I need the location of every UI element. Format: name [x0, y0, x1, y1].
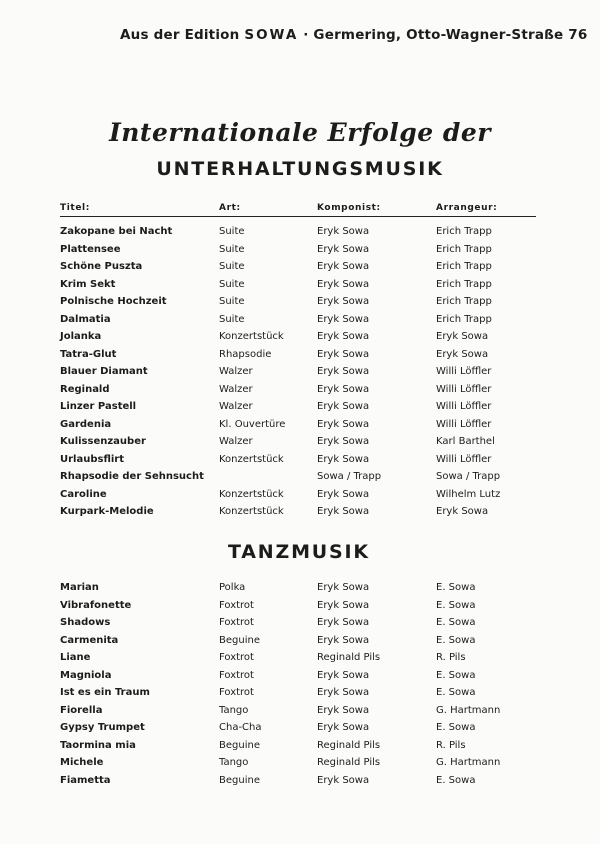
row-komponist: Eryk Sowa	[317, 401, 370, 412]
table-row	[60, 261, 540, 279]
row-art: Kl. Ouvertüre	[219, 418, 286, 430]
row-arrangeur: Erich Trapp	[436, 278, 492, 290]
row-art: Tango	[219, 757, 249, 768]
tanzmusik-table	[60, 582, 540, 792]
row-title: Dalmatia	[60, 313, 111, 325]
row-arrangeur: Willi Löffler	[436, 383, 492, 395]
row-title: Linzer Pastell	[60, 401, 137, 412]
row-komponist: Eryk Sowa	[317, 243, 370, 255]
row-arrangeur: Willi Löffler	[436, 418, 492, 430]
row-arrangeur: Erich Trapp	[436, 261, 492, 272]
row-komponist: Eryk Sowa	[317, 488, 370, 500]
row-komponist: Eryk Sowa	[317, 506, 370, 517]
row-art: Beguine	[219, 634, 260, 646]
row-arrangeur: Erich Trapp	[436, 243, 492, 255]
row-arrangeur: Willi Löffler	[436, 453, 492, 465]
table-row	[60, 489, 540, 507]
row-arrangeur: Wilhelm Lutz	[436, 488, 501, 500]
row-komponist: Reginald Pils	[317, 739, 381, 751]
row-art: Suite	[219, 313, 245, 325]
row-art: Konzertstück	[219, 453, 284, 465]
table-row	[60, 331, 540, 349]
row-komponist: Eryk Sowa	[317, 366, 370, 377]
row-art: Walzer	[219, 436, 253, 447]
row-title: Magniola	[60, 669, 112, 681]
row-komponist: Eryk Sowa	[317, 418, 370, 430]
column-headers	[60, 203, 536, 217]
publisher-prefix: Aus der Edition	[120, 27, 240, 43]
row-arrangeur: E. Sowa	[436, 634, 476, 646]
row-komponist: Eryk Sowa	[317, 226, 370, 237]
row-komponist: Eryk Sowa	[317, 774, 370, 786]
row-title: Blauer Diamant	[60, 366, 148, 377]
table-row	[60, 617, 540, 635]
row-komponist: Eryk Sowa	[317, 669, 370, 681]
row-komponist: Eryk Sowa	[317, 722, 370, 733]
row-arrangeur: E. Sowa	[436, 599, 476, 611]
row-komponist: Eryk Sowa	[317, 687, 370, 698]
row-arrangeur: E. Sowa	[436, 582, 476, 593]
row-title: Jolanka	[60, 331, 102, 342]
row-art: Suite	[219, 226, 245, 237]
row-title: Carmenita	[60, 634, 119, 646]
tanzmusik-heading: TANZMUSIK	[228, 541, 370, 563]
row-art: Suite	[219, 243, 245, 255]
table-row	[60, 757, 540, 775]
row-title: Vibrafonette	[60, 599, 132, 611]
publisher-address: · Germering, Otto-Wagner-Straße 76	[303, 27, 588, 43]
row-title: Fiorella	[60, 704, 103, 716]
row-komponist: Eryk Sowa	[317, 599, 370, 611]
row-arrangeur: Erich Trapp	[436, 296, 492, 307]
row-title: Schöne Puszta	[60, 261, 143, 272]
row-arrangeur: Karl Barthel	[436, 436, 495, 447]
row-art: Konzertstück	[219, 331, 284, 342]
table-row	[60, 296, 540, 314]
row-komponist: Eryk Sowa	[317, 453, 370, 465]
row-title: Liane	[60, 652, 91, 663]
header-rule	[60, 216, 536, 217]
row-art: Suite	[219, 296, 245, 307]
column-header-title: Titel:	[60, 203, 90, 213]
table-row	[60, 506, 540, 524]
table-row	[60, 244, 540, 262]
table-row	[60, 349, 540, 367]
row-arrangeur: Erich Trapp	[436, 313, 492, 325]
table-row	[60, 635, 540, 653]
row-komponist: Eryk Sowa	[317, 436, 370, 447]
row-art: Foxtrot	[219, 652, 254, 663]
row-art: Polka	[219, 582, 246, 593]
row-arrangeur: Willi Löffler	[436, 401, 492, 412]
row-art: Konzertstück	[219, 488, 284, 500]
row-komponist: Eryk Sowa	[317, 348, 370, 360]
row-title: Rhapsodie der Sehnsucht	[60, 471, 204, 482]
table-row	[60, 384, 540, 402]
row-title: Plattensee	[60, 243, 121, 255]
row-title: Michele	[60, 757, 104, 768]
table-row	[60, 740, 540, 758]
row-komponist: Eryk Sowa	[317, 331, 370, 342]
row-komponist: Eryk Sowa	[317, 704, 370, 716]
row-arrangeur: Eryk Sowa	[436, 506, 489, 517]
table-row	[60, 314, 540, 332]
row-title: Reginald	[60, 383, 110, 395]
unterhaltungsmusik-table	[60, 226, 540, 524]
row-komponist: Eryk Sowa	[317, 582, 370, 593]
row-art: Rhapsodie	[219, 348, 272, 360]
row-arrangeur: G. Hartmann	[436, 704, 501, 716]
row-arrangeur: E. Sowa	[436, 687, 476, 698]
table-row	[60, 471, 540, 489]
row-art: Beguine	[219, 739, 260, 751]
row-arrangeur: E. Sowa	[436, 774, 476, 786]
row-arrangeur: Sowa / Trapp	[436, 471, 501, 482]
row-title: Caroline	[60, 488, 107, 500]
page-title: UNTERHALTUNGSMUSIK	[156, 158, 444, 180]
table-row	[60, 366, 540, 384]
row-komponist: Sowa / Trapp	[317, 471, 382, 482]
row-title: Shadows	[60, 617, 111, 628]
row-komponist: Eryk Sowa	[317, 383, 370, 395]
row-arrangeur: Eryk Sowa	[436, 331, 489, 342]
row-art: Foxtrot	[219, 687, 254, 698]
table-row	[60, 722, 540, 740]
script-title: Internationale Erfolge der	[109, 118, 491, 147]
row-arrangeur: G. Hartmann	[436, 757, 501, 768]
row-komponist: Reginald Pils	[317, 652, 381, 663]
publisher-name: SOWA	[244, 27, 299, 43]
row-komponist: Eryk Sowa	[317, 634, 370, 646]
column-header-art: Art:	[219, 203, 241, 213]
row-komponist: Eryk Sowa	[317, 296, 370, 307]
row-art: Walzer	[219, 366, 253, 377]
column-header-arrangeur: Arrangeur:	[436, 203, 498, 213]
table-row	[60, 436, 540, 454]
row-arrangeur: E. Sowa	[436, 617, 476, 628]
row-arrangeur: Erich Trapp	[436, 226, 492, 237]
row-title: Taormina mia	[60, 739, 136, 751]
table-row	[60, 775, 540, 793]
row-art: Cha-Cha	[219, 722, 262, 733]
table-row	[60, 670, 540, 688]
table-row	[60, 705, 540, 723]
row-art: Suite	[219, 278, 245, 290]
row-art: Beguine	[219, 774, 260, 786]
row-art: Tango	[219, 704, 249, 716]
row-title: Krim Sekt	[60, 278, 116, 290]
row-art: Konzertstück	[219, 506, 284, 517]
row-title: Marian	[60, 582, 99, 593]
row-title: Gardenia	[60, 418, 112, 430]
row-title: Tatra-Glut	[60, 348, 117, 360]
row-art: Foxtrot	[219, 617, 254, 628]
row-arrangeur: R. Pils	[436, 652, 466, 663]
table-row	[60, 226, 540, 244]
row-art: Walzer	[219, 401, 253, 412]
row-arrangeur: Eryk Sowa	[436, 348, 489, 360]
row-title: Ist es ein Traum	[60, 687, 150, 698]
table-row	[60, 600, 540, 618]
row-title: Kulissenzauber	[60, 436, 146, 447]
row-arrangeur: E. Sowa	[436, 669, 476, 681]
row-komponist: Eryk Sowa	[317, 313, 370, 325]
table-row	[60, 582, 540, 600]
table-row	[60, 419, 540, 437]
row-komponist: Eryk Sowa	[317, 278, 370, 290]
row-komponist: Eryk Sowa	[317, 261, 370, 272]
row-title: Fiametta	[60, 774, 111, 786]
row-art: Foxtrot	[219, 669, 254, 681]
row-komponist: Eryk Sowa	[317, 617, 370, 628]
row-title: Gypsy Trumpet	[60, 722, 145, 733]
table-row	[60, 279, 540, 297]
row-art: Suite	[219, 261, 245, 272]
row-title: Kurpark-Melodie	[60, 506, 154, 517]
row-komponist: Reginald Pils	[317, 757, 381, 768]
publisher-line	[120, 27, 588, 43]
row-title: Zakopane bei Nacht	[60, 226, 173, 237]
row-title: Polnische Hochzeit	[60, 296, 167, 307]
row-arrangeur: E. Sowa	[436, 722, 476, 733]
table-row	[60, 401, 540, 419]
row-art: Walzer	[219, 383, 253, 395]
table-row	[60, 652, 540, 670]
row-arrangeur: R. Pils	[436, 739, 466, 751]
row-arrangeur: Willi Löffler	[436, 366, 492, 377]
row-art: Foxtrot	[219, 599, 254, 611]
row-title: Urlaubsflirt	[60, 453, 125, 465]
column-header-komponist: Komponist:	[317, 203, 381, 213]
table-row	[60, 454, 540, 472]
table-row	[60, 687, 540, 705]
